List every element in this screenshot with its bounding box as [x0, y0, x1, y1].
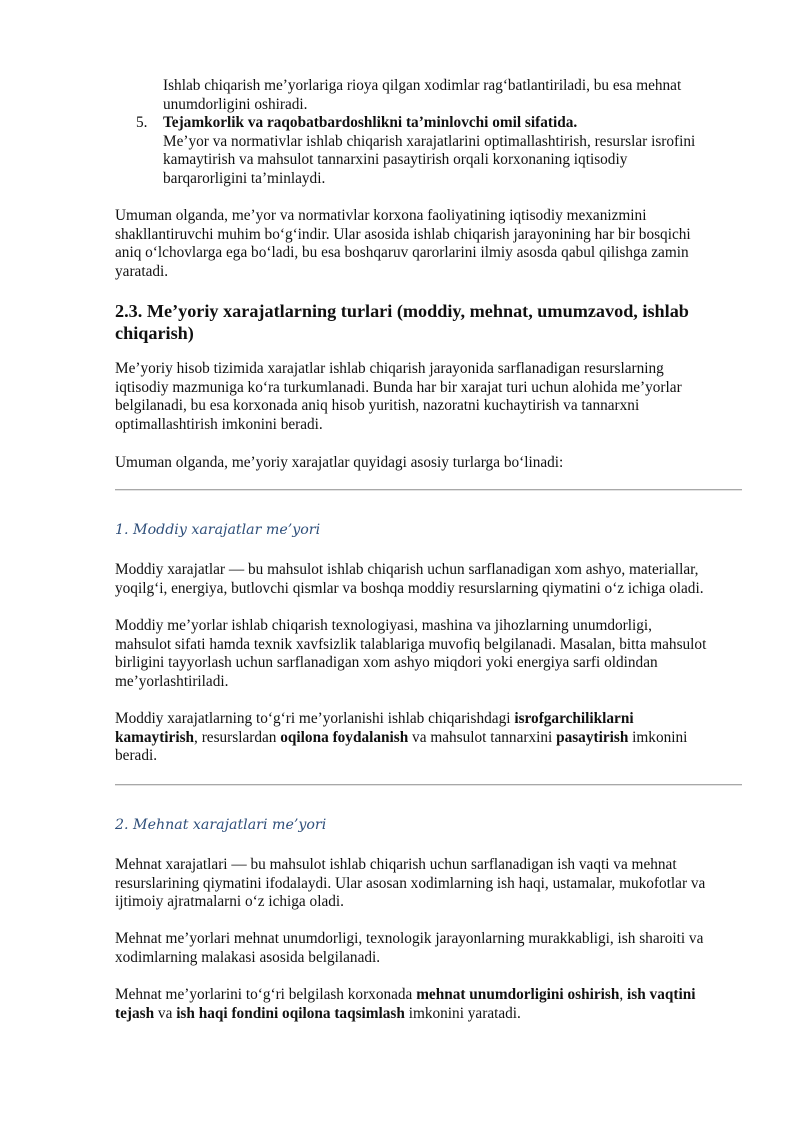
material-paragraph-2: [115, 617, 745, 691]
text-line: Mehnat xarajatlari — bu mahsulot ishlab chiqarish uchun sarflanadigan ish vaqti va mehnat: [115, 856, 677, 873]
text-line: birligini tayyorlash uchun sarflanadigan xom ashyo miqdori yoki energiya sarfi oldindan: [115, 654, 658, 672]
text-line: Me’yoriy hisob tizimida xarajatlar ishlab chiqarish jarayonida sarflanadigan resurslarning: [115, 360, 664, 377]
text-line: kamaytirish va mahsulot tannarxini pasaytirish orqali korxonaning iqtisodiy: [163, 151, 628, 169]
text-line: shakllantiruvchi muhim bo‘g‘indir. Ular asosida ishlab chiqarish jarayonining har bir bosqichi: [115, 225, 691, 243]
labor-paragraph-1: [115, 856, 745, 912]
material-paragraph-3: [115, 710, 745, 766]
horizontal-rule: [115, 784, 742, 786]
material-paragraph-1: [115, 561, 745, 598]
text-run: va: [154, 1004, 177, 1022]
heading-line: 2.3. Me’yoriy xarajatlarning turlari (moddiy, mehnat, umumzavod, ishlab: [115, 301, 689, 321]
text-run: , resurslardan: [194, 728, 281, 746]
text-line: aniq o‘lchovlarga ega bo‘ladi, bu esa boshqaruv qarorlarini ilmiy asosda qabul qilishga zamin: [115, 244, 689, 262]
bold-term: tejash: [115, 1004, 155, 1022]
subsection-heading-material: 1. Moddiy xarajatlar me’yori: [115, 522, 321, 538]
text-run: imkonini yaratadi.: [404, 1004, 521, 1022]
bold-term: pasaytirish: [556, 728, 629, 746]
text-line: resurslarining qiymatini ifodalaydi. Ular asosan xodimlarning ish haqi, ustamalar, mukofotlar va: [115, 874, 706, 892]
text-line: Moddiy me’yorlar ishlab chiqarish texnologiyasi, mashina va jihozlarning unumdorligi,: [115, 617, 652, 634]
text-line: unumdorligini oshiradi.: [163, 95, 308, 113]
labor-paragraph-3: [115, 986, 745, 1023]
text-line: yoqilg‘i, energiya, butlovchi qismlar va boshqa moddiy resurslarning qiymatini o‘z ichiga oladi.: [115, 579, 704, 597]
intro-paragraph: [115, 360, 745, 434]
text-line: iqtisodiy mazmuniga ko‘ra turkumlanadi. Bunda har bir xarajat turi uchun alohida me’yorlar: [115, 378, 682, 396]
list-item-5: [163, 114, 748, 188]
list-number: 5.: [136, 114, 148, 131]
labor-paragraph-2: [115, 930, 745, 967]
bold-term: ish haqi fondini oqilona taqsimlash: [176, 1004, 405, 1022]
list-item-continuation: [163, 77, 748, 114]
text-line: yaratadi.: [115, 262, 169, 280]
text-run: Mehnat me’yorlarini to‘g‘ri belgilash korxonada: [115, 986, 417, 1003]
text-line: Me’yor va normativlar ishlab chiqarish xarajatlarini optimallashtirish, resurslar isrofini: [163, 132, 696, 150]
bold-term: oqilona foydalanish: [280, 728, 409, 746]
text-line: xodimlarning malakasi asosida belgilanadi.: [115, 948, 381, 966]
text-run: Moddiy xarajatlarning to‘g‘ri me’yorlanishi ishlab chiqarishdagi: [115, 710, 515, 727]
heading-line: chiqarish): [115, 323, 194, 343]
text-run: imkonini: [628, 728, 688, 746]
horizontal-rule: [115, 489, 742, 491]
text-line: me’yorlashtiriladi.: [115, 672, 229, 690]
text-line: ijtimoiy ajratmalarni o‘z ichiga oladi.: [115, 893, 344, 911]
text-run: va mahsulot tannarxini: [408, 728, 557, 746]
bold-term: mehnat unumdorligini oshirish: [416, 986, 620, 1003]
bold-term: kamaytirish: [115, 728, 195, 746]
text-line: optimallashtirish imkonini beradi.: [115, 415, 323, 433]
subsection-heading-labor: 2. Mehnat xarajatlari me’yori: [115, 817, 327, 833]
text-line: Umuman olganda, me’yor va normativlar korxona faoliyatining iqtisodiy mexanizmini: [115, 207, 647, 224]
summary-paragraph: [115, 207, 745, 281]
section-heading: [115, 300, 755, 344]
bold-term: isrofgarchiliklarni: [514, 710, 634, 727]
text-run: beradi.: [115, 747, 158, 765]
text-line: belgilanadi, bu esa korxonada aniq hisob yuritish, nazoratni kuchaytirish va tannarxni: [115, 397, 640, 415]
text-line: mahsulot sifati hamda texnik xavfsizlik talablariga muvofiq belgilanadi. Masalan, bitta mahsulot: [115, 635, 707, 653]
bold-term: ish vaqtini: [627, 986, 696, 1003]
text-line: Ishlab chiqarish me’yorlariga rioya qilgan xodimlar rag‘batlantiriladi, bu esa mehnat: [163, 77, 682, 94]
intro-paragraph-2: Umuman olganda, me’yoriy xarajatlar quyidagi asosiy turlarga bo‘linadi:: [115, 454, 564, 471]
text-line: Moddiy xarajatlar — bu mahsulot ishlab chiqarish uchun sarflanadigan xom ashyo, materiallar,: [115, 561, 699, 578]
list-item-title: Tejamkorlik va raqobatbardoshlikni ta’minlovchi omil sifatida.: [163, 114, 578, 131]
text-line: Mehnat me’yorlari mehnat unumdorligi, texnologik jarayonlarning murakkabligi, ish sharoiti va: [115, 930, 704, 947]
text-run: ,: [619, 986, 628, 1003]
text-line: barqarorligini ta’minlaydi.: [163, 169, 326, 187]
